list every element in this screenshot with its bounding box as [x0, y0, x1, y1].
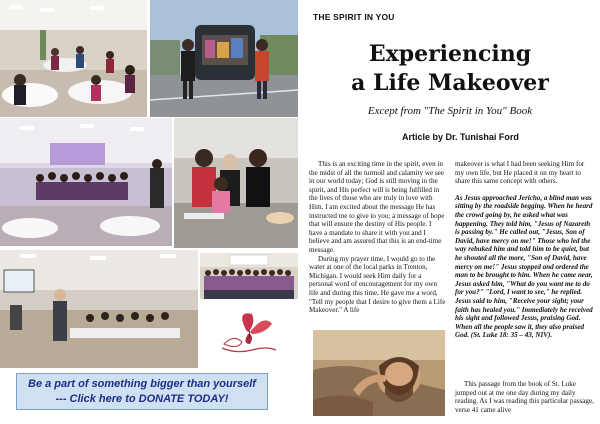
- blind-man-painting: [313, 330, 445, 416]
- column1-paragraph2: During my prayer time, I would go to the water at one of the local parks in Trenton, Michigan. I would seek Him daily for a personal word of encouragement for my own life and during this time, He gave me a word, "Tell my people that I desire to give them a Life Makeover." A life: [309, 254, 446, 315]
- section-label: THE SPIRIT IN YOU: [313, 12, 395, 22]
- column2-paragraph1: makeover is what I had been seeking Him for my own life, but He placed it on my heart to share this same concept with others.: [455, 160, 585, 186]
- donate-line1: Be a part of something bigger than yourself: [28, 378, 256, 390]
- column2-paragraph3: This passage from the book of St. Luke jumped out at me one day during my daily reading. As I was reading this particular passage, verse 41 came alive: [455, 380, 594, 414]
- banquet-hall-photo: [0, 0, 147, 117]
- donate-button[interactable]: [16, 373, 268, 410]
- column1-paragraph1: This is an exciting time in the spirit, even in the midst of all the turmoil and calamity we see in our world today; God is still moving in the spirit, and His perfect will is being fulfilled in the lives of those who are truly in love with Him. I am excited about the message He has instructed me to give to you; a message of hope that will ensure the destiny of His people. I have a mandate to share it with you and I believe and am assured that this is an end-time message.: [309, 160, 445, 254]
- church-gathering-photo: [0, 118, 172, 246]
- article-column-1: [309, 160, 446, 315]
- scripture-quote: As Jesus approached Jericho, a blind man was sitting by the roadside begging. When he heard the crowd going by, he asked what was happening. They told him, "Jesus of Nazareth is passing by." He called out, "Jesus, Son of David, have mercy on me!" Those who led the way rebuked him and told him to be quiet, but he shouted all the more, "Son of David, have mercy on me!" Jesus stopped and ordered the man to be brought to him. When he came near, Jesus asked him, "What do you want me to do for you?" "Lord, I want to see," he replied. Jesus said to him, "Receive your sight; your faith has healed you." Immediately he received his sight and followed Jesus, praising God. When all the people saw it, they also praised God. (St. Luke 18: 35 – 43, NIV).: [455, 193, 593, 340]
- article-column-2: [455, 160, 595, 340]
- right-page: [300, 0, 600, 424]
- article-headline: [300, 40, 600, 98]
- butterfly-logo: [216, 304, 282, 358]
- headline-line1: Experiencing: [368, 41, 532, 67]
- van-outreach-photo: [150, 0, 298, 117]
- group-photo: [200, 253, 298, 299]
- food-service-photo: [174, 118, 298, 248]
- headline-line2: a Life Makeover: [351, 70, 549, 96]
- classroom-photo: [0, 250, 198, 368]
- article-byline: Article by Dr. Tunishai Ford: [402, 132, 519, 142]
- donate-line2: --- Click here to DONATE TODAY!: [55, 393, 229, 405]
- article-subtitle: Except from "The Spirit in You" Book: [367, 105, 533, 117]
